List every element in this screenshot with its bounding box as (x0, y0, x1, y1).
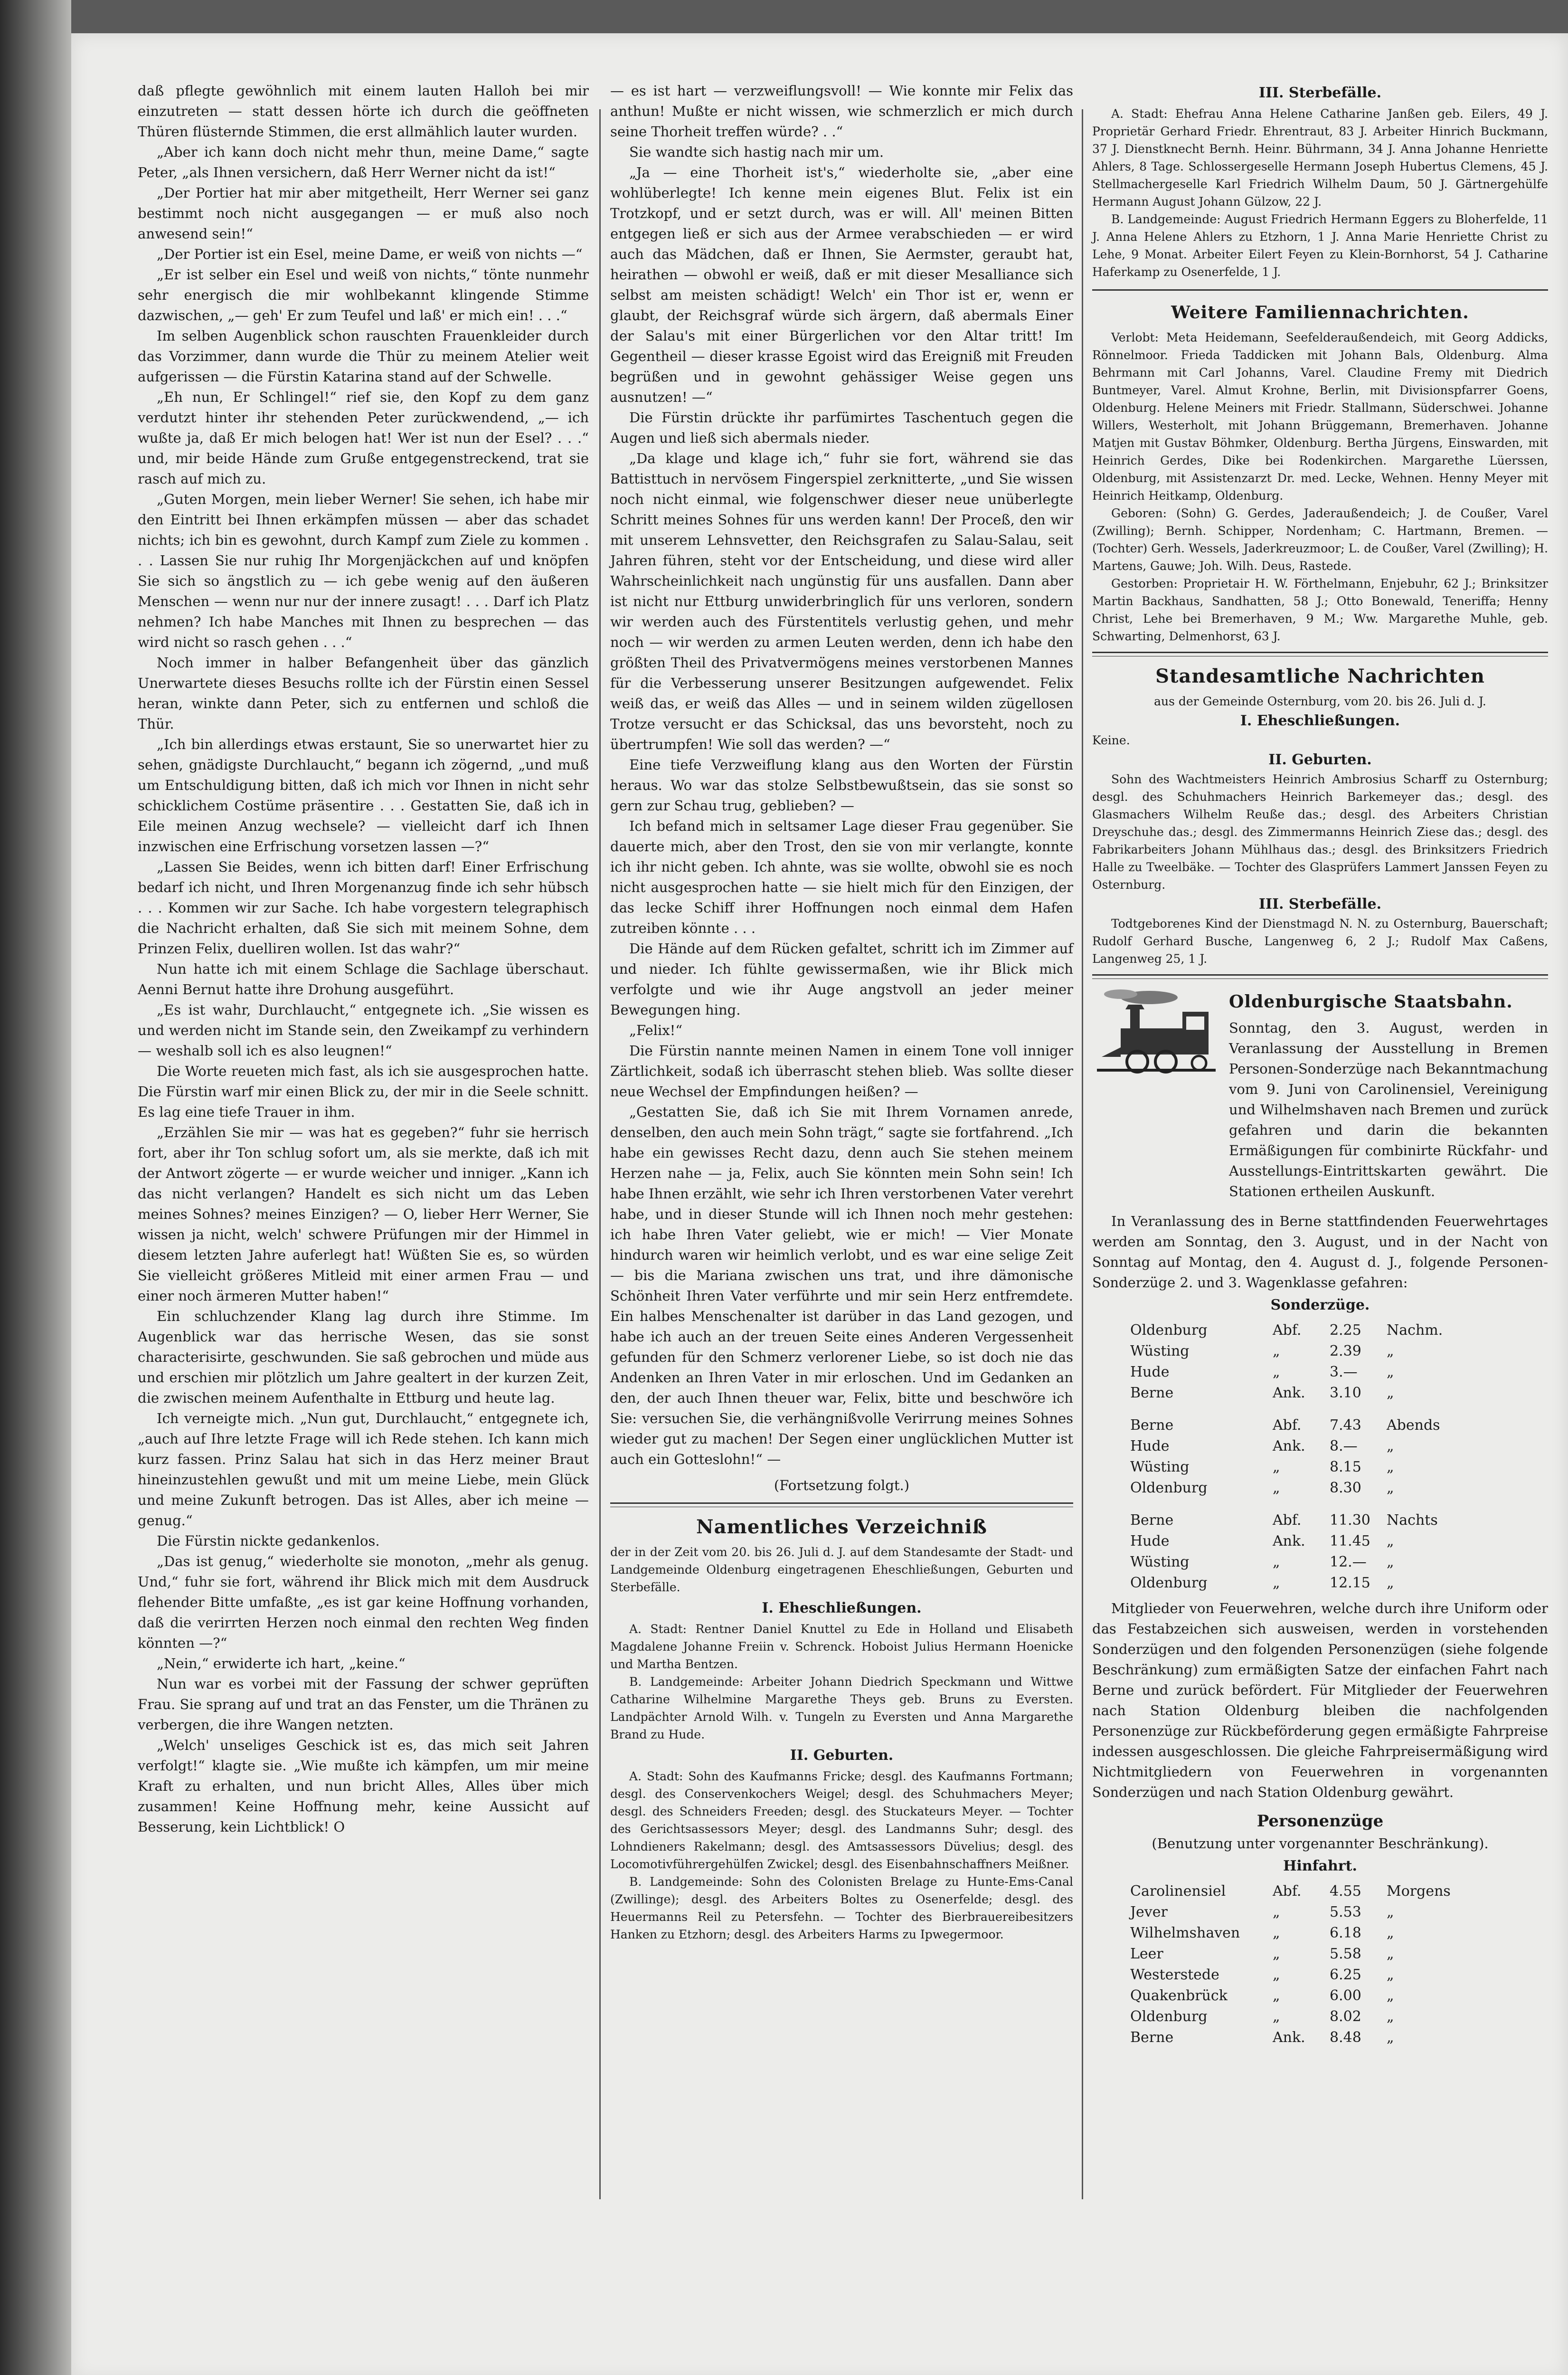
column-2-story (610, 81, 1073, 1470)
timetable-row (1130, 1478, 1548, 1499)
registry-deaths-text: Todtgeborenes Kind der Dienstmagd N. N. zu Osternburg, Bauerschaft; Rudolf Gerhard Busche, Langenweg 6, 2 J.; Rudolf Max Caßens, Langenweg 25, 1 J. (1092, 917, 1548, 966)
column-2 (610, 81, 1073, 1943)
story-paragraph: Nun war es vorbei mit der Fassung der schwer geprüften Frau. Sie sprang auf und trat an das Fenster, um die Thränen zu verbergen, die ihre Wangen netzten. (138, 1676, 589, 1733)
station-name: Wüsting (1130, 1554, 1190, 1570)
section-rule (1092, 974, 1548, 979)
station-name: Berne (1130, 1385, 1174, 1401)
special-trains-timetable (1130, 1320, 1548, 1594)
timetable-row (1130, 1320, 1548, 1341)
time: 7.43 (1330, 1417, 1361, 1434)
story-paragraph: „Ja — eine Thorheit ist's,“ wiederholte sie, „aber eine wohlüberlegte! Ich kenne mein eigenes Blut. Felix ist ein Trotzkopf, und er setzt durch, was er will. All' meinen Bitten entgegen ließ er sich aus der Armee verabschieden — er wird auch das Mädchen, daß er Ihnen, Sie Aermster, geraubt hat, heirathen — obwohl er weiß, daß er mit dieser Mesalliance sich selbst am meisten schädigt! Welch' ein Thor ist er, wenn er glaubt, der Reichsgraf würde sich ärgern, daß abermals Einer der Salau's mit einer Bürgerlichen vor den Altar tritt! Im Gegentheil — dieser krasse Egoist wird das Ereigniß mit Freuden begrüßen und in gewohnt gehässiger Weise gegen uns ausnutzen! —“ (610, 164, 1073, 405)
timetable-row (1130, 1436, 1548, 1457)
arr-dep: „ (1273, 1343, 1280, 1359)
family-died: Gestorben: Proprietair H. W. Förthelmann, Enjebuhr, 62 J.; Brinksitzer Martin Backhaus, Sandhatten, 58 J.; Otto Bonewald, Teneriffa; Henny Christ, Lehe bei Bremerhaven, 9 M.; Ww. Margarethe Muhle, geb. Schwarting, Delmenhorst, 63 J. (1092, 577, 1548, 643)
story-paragraph: Eine tiefe Verzweiflung klang aus den Worten der Fürstin heraus. Wo war das stolze Selbstbewußtsein, das sie sonst so gern zur Schau trug, geblieben? — (610, 757, 1073, 814)
timetable-row (1130, 1552, 1548, 1573)
arr-dep: „ (1273, 1925, 1280, 1941)
station-name: Jever (1130, 1904, 1168, 1920)
story-paragraph: „Der Portier ist ein Esel, meine Dame, er weiß von nichts —“ (157, 246, 583, 262)
story-paragraph: „Er ist selber ein Esel und weiß von nichts,“ tönte nunmehr sehr energisch die mir wohlbekannt klingende Stimme dazwischen, „— geh' Er zum Teufel und laß' er mich ein! . . .“ (138, 266, 589, 323)
column-rule (599, 109, 601, 2199)
timetable-row (1130, 1510, 1548, 1531)
timetable-row (1130, 1457, 1548, 1478)
railway-berne-notice: In Veranlassung des in Berne stattfindenden Feuerwehrtages werden am Sonntag, den 3. August, und in der Nacht von Sonntag auf Montag, den 4. August d. J., folgende Personen-Sonderzüge 2. und 3. Wagenklasse gefahren: (1092, 1213, 1548, 1291)
story-paragraph: Die Fürstin nickte gedankenlos. (157, 1533, 380, 1549)
register-births-heading: II. Geburten. (790, 1747, 894, 1764)
continued-note: (Fortsetzung folgt.) (774, 1477, 910, 1493)
passenger-trains-timetable (1130, 1881, 1548, 2048)
time-of-day: „ (1387, 1966, 1394, 1983)
timetable-row (1130, 1986, 1548, 2006)
register-births-city: A. Stadt: Sohn des Kaufmanns Fricke; desgl. des Kaufmanns Fortmann; desgl. des Conservenkochers Weigel; desgl. des Schuhmachers Meyer; desgl. des Schneiders Freeden; desgl. des Stuckateurs Meyer. — Tochter des Gerichtsassessors Meyer; desgl. des Landmanns Suhr; desgl. des Lohndieners Rakelmann; desgl. des Amtsassessors Düvelius; desgl. des Locomotivführergehülfen Zwickel; desgl. des Eisenbahnschaffners Meißner. (610, 1769, 1073, 1871)
column-1-story (138, 81, 589, 1837)
story-paragraph: „Guten Morgen, mein lieber Werner! Sie sehen, ich habe mir den Eintritt bei Ihnen erkämpfen müssen — aber das schadet nichts; ich bin es gewohnt, durch Kampf zum Ziele zu kommen . . . Lassen Sie nur ruhig Ihr Morgenjäckchen auf und knöpfen Sie sich so ängstlich zu — ich gebe wenig auf den äußeren Menschen — wenn nur nur der innere zusagt! . . . Darf ich Platz nehmen? Ich habe Manches mit Ihnen zu besprechen — das wird nicht so rasch gehen . . .“ (138, 491, 589, 650)
story-paragraph: Die Worte reueten mich fast, als ich sie ausgesprochen hatte. Die Fürstin warf mir einen Blick zu, der mir in die Seele schnitt. Es lag eine tiefe Trauer in ihm. (138, 1063, 589, 1120)
station-name: Hude (1130, 1533, 1170, 1549)
station-name: Berne (1130, 2029, 1174, 2046)
railway-members-notice: Mitglieder von Feuerwehren, welche durch ihre Uniform oder das Festabzeichen sich ausweisen, werden in vorstehenden Sonderzügen und den folgenden Personenzügen (siehe folgende Beschränkung) zum ermäßigten Satze der einfachen Fahrt nach Berne und zurück befördert. Für Mitglieder der Feuerwehren nach Station Oldenburg bleiben die nachfolgenden Personenzüge zur Rückbeförderung gegen ermäßigte Fahrpreise indessen ausgeschlossen. Die gleiche Fahrpreisermäßigung wird Nichtmitgliedern von Feuerwehren in vorgenannten Sonderzügen und nach Station Oldenburg gewährt. (1092, 1600, 1548, 1800)
station-name: Hude (1130, 1364, 1170, 1380)
station-name: Wüsting (1130, 1343, 1190, 1359)
time: 5.53 (1330, 1904, 1361, 1920)
arr-dep: „ (1273, 1987, 1280, 2004)
section-rule (1092, 652, 1548, 656)
time-of-day: „ (1387, 1438, 1394, 1454)
timetable-row (1130, 1902, 1548, 1923)
story-paragraph: Noch immer in halber Befangenheit über das gänzlich Unerwartete dieses Besuchs rollte ich der Fürstin einen Sessel heran, winkte dann Peter, sich zu entfernen und schloß die Thür. (138, 655, 589, 732)
arr-dep: Abf. (1273, 1417, 1302, 1434)
time-of-day: „ (1387, 2008, 1394, 2025)
time: 11.45 (1330, 1533, 1370, 1549)
story-paragraph: daß pflegte gewöhnlich mit einem lauten Halloh bei mir einzutreten — statt dessen hörte ich durch die geöffneten Thüren flüsternde Stimmen, die erst allmählich lauter wurden. (138, 83, 589, 140)
arr-dep: „ (1273, 1364, 1280, 1380)
time: 12.15 (1330, 1575, 1370, 1591)
arr-dep: Ank. (1273, 1533, 1305, 1549)
deaths-city: A. Stadt: Ehefrau Anna Helene Catharine Janßen geb. Eilers, 49 J. Proprietär Gerhard Friedr. Ehrentraut, 83 J. Arbeiter Hinrich Buckmann, 37 J. Dienstknecht Bernh. Heinr. Bührmann, 34 J. Anna Johanne Henriette Ahlers, 8 Tage. Schlossergeselle Hermann Joseph Hubertus Clemens, 45 J. Stellmachergeselle Karl Friedrich Wilhelm Daum, 50 J. Gärtnergehülfe Hermann August Johann Gülzow, 22 J. (1092, 107, 1548, 209)
arr-dep: Abf. (1273, 1883, 1302, 1900)
railway-notice (1092, 986, 1548, 1202)
arr-dep: Abf. (1273, 1512, 1302, 1529)
story-paragraph: „Felix!“ (629, 1022, 683, 1038)
time-of-day: „ (1387, 1987, 1394, 2004)
arr-dep: „ (1273, 1459, 1280, 1475)
timetable-row (1130, 2006, 1548, 2027)
timetable-gap (1130, 1404, 1548, 1415)
locomotive-icon (1092, 986, 1220, 1081)
special-trains-heading: Sonderzüge. (1270, 1297, 1370, 1313)
timetable-row (1130, 1531, 1548, 1552)
arr-dep: Ank. (1273, 1438, 1305, 1454)
time: 6.00 (1330, 1987, 1361, 2004)
station-name: Carolinensiel (1130, 1883, 1226, 1900)
time-of-day: Abends (1387, 1417, 1440, 1434)
arr-dep: Ank. (1273, 2029, 1305, 2046)
story-paragraph: Die Fürstin drückte ihr parfümirtes Taschentuch gegen die Augen und ließ sich abermals nieder. (610, 409, 1073, 446)
story-paragraph: Die Fürstin nannte meinen Namen in einem Tone voll inniger Zärtlichkeit, sodaß ich überrascht stehen blieb. Was sollte dieser neue Wechsel der Empfindungen heißen? — (610, 1043, 1073, 1100)
story-paragraph: „Lassen Sie Beides, wenn ich bitten darf! Einer Erfrischung bedarf ich nicht, und Ihren Morgenanzug finde ich sehr hübsch . . . Kommen wir zur Sache. Ich habe vorgestern telegraphisch die Nachricht erhalten, daß Sie sich mit meinem Sohne, dem Prinzen Felix, duelliren wollen. Ist das wahr?“ (138, 859, 589, 957)
time-of-day: „ (1387, 1946, 1394, 1962)
book-spine (0, 0, 71, 2375)
time-of-day: Morgens (1387, 1883, 1451, 1900)
time-of-day: „ (1387, 1480, 1394, 1496)
register-births-rural: B. Landgemeinde: Sohn des Colonisten Brelage zu Hunte-Ems-Canal (Zwillinge); desgl. des Arbeiters Boltes zu Osenerfelde; desgl. des Heuermanns Reil zu Petersfehn. — Tochter des Bierbrauereibesitzers Hanken zu Etzhorn; desgl. des Arbeiters Harms zu Ipwegermoor. (610, 1875, 1073, 1941)
registry-marriages-text: Keine. (1092, 733, 1130, 747)
station-name: Wilhelmshaven (1130, 1925, 1240, 1941)
time-of-day: „ (1387, 1364, 1394, 1380)
column-3-notices (1092, 81, 1548, 2053)
story-paragraph: „Gestatten Sie, daß ich Sie mit Ihrem Vornamen anrede, denselben, den auch mein Sohn trägt,“ sagte sie fortfahrend. „Ich habe ein gewisses Recht dazu, denn auch Sie stehen meinem Herzen nahe — ja, Felix, auch Sie könnten mein Sohn sein! Ich habe Ihnen erzählt, wie sehr ich Ihren verstorbenen Vater verehrt habe, und in dieser Stunde will ich Ihnen noch mehr gestehen: ich habe Ihren Vater geliebt, wie er mich! — Vier Monate hindurch waren wir heimlich verlobt, und es war eine selige Zeit — bis die Mariana zwischen uns trat, und ihre dämonische Schönheit Ihren Vater verführte und mir sein Herz entfremdete. Ein halbes Menschenalter ist darüber in das Land gezogen, und habe ich auch an der treuen Seite eines Anderen Vergessenheit gefunden für den Schmerz verlorener Liebe, so ist doch nie das Andenken an Ihren Vater in mir erloschen. Und im Gedanken an den, der auch Ihnen theuer war, Felix, bitte und beschwöre ich Sie: versuchen Sie, die verhängnißvolle Verirrung meines Sohnes wieder gut zu machen! Der Segen einer unglücklichen Mutter ist auch ein Gotteslohn!“ — (610, 1104, 1073, 1467)
timetable-row (1130, 1944, 1548, 1965)
story-paragraph: „Aber ich kann doch nicht mehr thun, meine Dame,“ sagte Peter, „als Ihnen versichern, daß Herr Werner nicht da ist!“ (138, 144, 589, 180)
timetable-row (1130, 1923, 1548, 1944)
story-paragraph: „Es ist wahr, Durchlaucht,“ entgegnete ich. „Sie wissen es und werden nicht im Stande sein, den Zweikampf zu verhindern — weshalb soll ich es also leugnen!“ (138, 1002, 589, 1059)
arr-dep: Ank. (1273, 1385, 1305, 1401)
register-marriages-rural: B. Landgemeinde: Arbeiter Johann Diedrich Speckmann und Wittwe Catharine Wilhelmine Margarethe Theys geb. Bruns zu Eversten. Landpächter Arnold Wilh. v. Tungeln zu Eversten und Anna Margarethe Brand zu Hude. (610, 1675, 1073, 1741)
family-news-title: Weitere Familiennachrichten. (1171, 303, 1469, 323)
registry-office-subtitle: aus der Gemeinde Osternburg, vom 20. bis 26. Juli d. J. (1154, 694, 1486, 708)
timetable-row (1130, 2027, 1548, 2048)
time: 6.25 (1330, 1966, 1361, 1983)
time: 12.— (1330, 1554, 1367, 1570)
time: 8.30 (1330, 1480, 1361, 1496)
deaths-rural: B. Landgemeinde: August Friedrich Hermann Eggers zu Bloherfelde, 11 J. Anna Helene Ahlers zu Etzhorn, 1 J. Anna Marie Henriette Christ zu Lehe, 9 Monat. Arbeiter Eilert Feyen zu Klein-Bornhorst, 54 J. Catharine Haferkamp zu Osenerfelde, 1 J. (1092, 212, 1548, 279)
time: 11.30 (1330, 1512, 1370, 1529)
story-paragraph: Sie wandte sich hastig nach mir um. (629, 144, 884, 160)
time: 8.15 (1330, 1459, 1361, 1475)
time: 3.— (1330, 1364, 1358, 1380)
story-paragraph: — es ist hart — verzweiflungsvoll! — Wie konnte mir Felix das anthun! Mußte er nicht wissen, wie schmerzlich er mich durch seine Thorheit treffen würde? . .“ (610, 83, 1073, 140)
arr-dep: „ (1273, 1904, 1280, 1920)
railway-intro: Sonntag, den 3. August, werden in Veranlassung der Ausstellung in Bremen Personen-Sonderzüge nach Bekanntmachung vom 9. Juni von Carolinensiel, Vereinigung und Wilhelmshaven nach Bremen und zurück gefahren und darin die bekannten Ermäßigungen für combinirte Rückfahr- und Ausstellungs-Eintrittskarten gewährt. Die Stationen ertheilen Auskunft. (1229, 1020, 1548, 1199)
family-born: Geboren: (Sohn) G. Gerdes, Jaderaußendeich; J. de Coußer, Varel (Zwilling); Bernh. Schipper, Nordenham; C. Hartmann, Bremen. — (Tochter) Gerh. Wessels, Jaderkreuzmoor; L. de Coußer, Varel (Zwilling); H. Martens, Gauwe; Joh. Wilh. Deus, Rastede. (1092, 506, 1548, 573)
deaths-heading: III. Sterbefälle. (1258, 85, 1382, 101)
station-name: Oldenburg (1130, 2008, 1208, 2025)
time: 8.48 (1330, 2029, 1361, 2046)
timetable-row (1130, 1341, 1548, 1362)
time: 8.— (1330, 1438, 1358, 1454)
story-paragraph: „Nein,“ erwiderte ich hart, „keine.“ (157, 1655, 406, 1672)
registry-deaths-heading: III. Sterbefälle. (1258, 896, 1382, 912)
station-name: Oldenburg (1130, 1575, 1208, 1591)
story-paragraph: Ein schluchzender Klang lag durch ihre Stimme. Im Augenblick war das herrische Wesen, das sie sonst characterisirte, geschwunden. Sie saß gebrochen und müde aus und erschien mir plötzlich um Jahre gealtert in der kurzen Zeit, die zwischen meinem Aufenthalte in Ettburg und heute lag. (138, 1308, 589, 1406)
register-marriages-city: A. Stadt: Rentner Daniel Knuttel zu Ede in Holland und Elisabeth Magdalene Johanne Freiin v. Schrenck. Hoboist Julius Hermann Hoenicke und Martha Bentzen. (610, 1622, 1073, 1671)
arr-dep: „ (1273, 1946, 1280, 1962)
time: 2.39 (1330, 1343, 1361, 1359)
arr-dep: „ (1273, 1480, 1280, 1496)
time-of-day: „ (1387, 1533, 1394, 1549)
column-rule (1082, 109, 1083, 2199)
registry-marriages-heading: I. Eheschließungen. (1240, 712, 1400, 729)
story-paragraph: „Das ist genug,“ wiederholte sie monoton, „mehr als genug. Und,“ fuhr sie fort, während ihr Blick mich mit dem Ausdruck flehender Bitte umfaßte, „es ist gar keine Hoffnung vorhanden, daß die verirrten Herzen noch einmal den rechten Weg finden könnten —?“ (138, 1553, 589, 1651)
register-marriages-heading: I. Eheschließungen. (762, 1600, 922, 1616)
arr-dep: „ (1273, 2008, 1280, 2025)
family-engaged: Verlobt: Meta Heidemann, Seefelderaußendeich, mit Georg Addicks, Rönnelmoor. Frieda Taddicken mit Johann Bals, Oldenburg. Alma Behrmann mit Carl Johanns, Varel. Claudine Fremy mit Diedrich Buntmeyer, Varel. Almut Krohne, Berlin, mit Divisionspfarrer Goens, Oldenburg. Helene Meiners mit Friedr. Stallmann, Süderschwei. Johanne Willers, Westerholt, mit Johann Brüggemann, Bremerhaven. Johanne Matjen mit Gustav Böhmker, Oldenburg. Bertha Jürgens, Einswarden, mit Heinrich Gerdes, Dike bei Rodenkirchen. Margarethe Lüerssen, Oldenburg, mit Assistenzarzt Dr. med. Lecke, Wehnen. Henny Meyer mit Heinrich Heitkamp, Oldenburg. (1092, 331, 1548, 503)
arr-dep: „ (1273, 1966, 1280, 1983)
arr-dep: „ (1273, 1575, 1280, 1591)
story-paragraph: „Welch' unseliges Geschick ist es, das mich seit Jahren verfolgt!“ klagte sie. „Wie mußte ich kämpfen, um mir meine Kraft zu erhalten, und nun bricht Alles, Alles über mich zusammen! Keine Hoffnung mehr, keine Aussicht auf Besserung, kein Lichtblick! O (138, 1737, 589, 1835)
story-paragraph: Nun hatte ich mit einem Schlage die Sachlage überschaut. Aenni Bernut hatte ihre Drohung ausgeführt. (138, 961, 589, 998)
station-name: Hude (1130, 1438, 1170, 1454)
station-name: Quakenbrück (1130, 1987, 1228, 2004)
story-paragraph: „Ich bin allerdings etwas erstaunt, Sie so unerwartet hier zu sehen, gnädigste Durchlaucht,“ begann ich zögernd, „und muß um Entschuldigung bitten, daß ich mich vor Ihnen in nicht sehr schicklichem Costüme präsentire . . . Gestatten Sie, daß ich in Eile meinen Anzug wechsele? — vielleicht darf ich Ihnen inzwischen eine Erfrischung vorsetzen lassen —?“ (138, 736, 589, 855)
registry-births-text: Sohn des Wachtmeisters Heinrich Ambrosius Scharff zu Osternburg; desgl. des Schuhmachers Heinrich Barkemeyer das.; desgl. des Glasmachers Wilhelm Reuße das.; desgl. des Arbeiters Christian Dreyschuhe das.; desgl. des Zimmermanns Heinrich Ziese das.; desgl. des Fabrikarbeiters Johann Mühlhaus das.; desgl. des Brinksitzers Friedrich Halle zu Tweelbäke. — Tochter des Glasprüfers Lammert Janssen Feyen zu Osternburg. (1092, 772, 1548, 892)
story-paragraph: „Da klage und klage ich,“ fuhr sie fort, während sie das Battisttuch in nervösem Fingerspiel zerknitterte, „und Sie wissen noch nicht einmal, wie folgenschwer dieser neue unüberlegte Schritt meines Sohnes für uns werden kann! Der Proceß, den wir mit unserem Lehnsvetter, den Reichsgrafen zu Salau-Salau, seit Jahren führen, steht vor der Entscheidung, und diese wird aller Wahrscheinlichkeit nach ungünstig für uns ausfallen. Dann aber ist nicht nur Ettburg unwiderbringlich für uns verloren, sondern wir werden auch des Fürstentitels verlustig gehen, und mehr noch — wir werden zu armen Leuten werden, denn ich habe den größten Theil des Privatvermögens meines verstorbenen Mannes für die Verbesserung unserer Besitzungen aufgewendet. Felix weiß das, er weiß das Alles — und in seinem wilden zügellosen Trotze versucht er das Schicksal, das uns bevorsteht, noch zu übertrumpfen! Wie soll das werden? —“ (610, 450, 1073, 752)
time: 4.55 (1330, 1883, 1361, 1900)
story-paragraph: Ich verneigte mich. „Nun gut, Durchlaucht,“ entgegnete ich, „auch auf Ihre letzte Frage will ich Rede stehen. Ich kann mich kurz fassen. Prinz Salau hat sich in das Herz meiner Braut hineinzustehlen gewußt und mit um meine Liebe, mein Glück und meine Zukunft betrogen. Das ist Alles, aber ich meine — genug.“ (138, 1410, 589, 1529)
timetable-row (1130, 1383, 1548, 1404)
passenger-trains-subtitle: (Benutzung unter vorgenannter Beschränkung). (1152, 1835, 1489, 1852)
story-paragraph: „Eh nun, Er Schlingel!“ rief sie, den Kopf zu dem ganz verdutzt hinter ihr stehenden Peter zurückwendend, „— ich wußte ja, daß Er mich belogen hat! Wer ist nun der Esel? . . .“ und, mir beide Hände zum Gruße entgegenstreckend, trat sie rasch auf mich zu. (138, 389, 589, 487)
station-name: Berne (1130, 1512, 1174, 1529)
time-of-day: Nachm. (1387, 1322, 1443, 1339)
passenger-trains-heading: Personenzüge (1256, 1812, 1384, 1831)
timetable-row (1130, 1881, 1548, 1902)
section-rule (610, 1502, 1073, 1507)
time-of-day: Nachts (1387, 1512, 1438, 1529)
section-rule (1092, 289, 1548, 291)
story-paragraph: „Der Portier hat mir aber mitgetheilt, Herr Werner sei ganz bestimmt noch nicht ausgegangen — er muß also noch anwesend sein!“ (138, 185, 589, 242)
time: 5.58 (1330, 1946, 1361, 1962)
register-title: Namentliches Verzeichniß (696, 1516, 987, 1538)
station-name: Wüsting (1130, 1459, 1190, 1475)
time-of-day: „ (1387, 2029, 1394, 2046)
story-paragraph: Die Hände auf dem Rücken gefaltet, schritt ich im Zimmer auf und nieder. Ich fühlte gewissermaßen, wie ihr Blick mich verfolgte und wie ihr Auge angstvoll an jeder meiner Bewegungen hing. (610, 940, 1073, 1018)
station-name: Leer (1130, 1946, 1163, 1962)
arr-dep: Abf. (1273, 1322, 1302, 1339)
time-of-day: „ (1387, 1904, 1394, 1920)
time: 8.02 (1330, 2008, 1361, 2025)
time: 2.25 (1330, 1322, 1361, 1339)
station-name: Oldenburg (1130, 1322, 1208, 1339)
time-of-day: „ (1387, 1459, 1394, 1475)
time-of-day: „ (1387, 1385, 1394, 1401)
timetable-row (1130, 1965, 1548, 1986)
outbound-heading: Hinfahrt. (1283, 1858, 1357, 1874)
story-paragraph: Ich befand mich in seltsamer Lage dieser Frau gegenüber. Sie dauerte mich, aber den Trost, den sie von mir verlangte, konnte ich ihr nicht geben. Ich ahnte, was sie wollte, obwohl sie es noch nicht ausgesprochen hatte — sie hielt mich für den Einzigen, der das lecke Schiff ihrer Hoffnungen noch einmal dem Hafen zutreiben könnte . . . (610, 818, 1073, 936)
timetable-row (1130, 1573, 1548, 1594)
station-name: Oldenburg (1130, 1480, 1208, 1496)
story-paragraph: „Erzählen Sie mir — was hat es gegeben?“ fuhr sie herrisch fort, aber ihr Ton schlug sofort um, als sie merkte, daß ich mit der Antwort zögerte — er wurde weicher und inniger. „Kann ich das nicht verlangen? Handelt es sich nicht um das Leben meines Sohnes? meines Einzigen? — O, lieber Herr Werner, Sie wissen ja nicht, welch' schwere Prüfungen mir der Himmel in diesem letzten Jahre auferlegt hat! Wüßten Sie es, so würden Sie vielleicht größeres Mitleid mit einer armen Frau — und einer noch ärmeren Mutter haben!“ (138, 1124, 589, 1304)
timetable-gap (1130, 1499, 1548, 1510)
time-of-day: „ (1387, 1343, 1394, 1359)
time-of-day: „ (1387, 1554, 1394, 1570)
register-intro: der in der Zeit vom 20. bis 26. Juli d. J. auf dem Standesamte der Stadt- und Landgemeinde Oldenburg eingetragenen Eheschließungen, Geburten und Sterbefälle. (610, 1545, 1073, 1594)
time: 3.10 (1330, 1385, 1361, 1401)
time-of-day: „ (1387, 1575, 1394, 1591)
timetable-row (1130, 1415, 1548, 1436)
timetable-row (1130, 1362, 1548, 1383)
time: 6.18 (1330, 1925, 1361, 1941)
station-name: Westerstede (1130, 1966, 1219, 1983)
registry-births-heading: II. Geburten. (1268, 751, 1372, 768)
arr-dep: „ (1273, 1554, 1280, 1570)
time-of-day: „ (1387, 1925, 1394, 1941)
station-name: Berne (1130, 1417, 1174, 1434)
railway-title: Oldenburgische Staatsbahn. (1229, 992, 1513, 1012)
story-paragraph: Im selben Augenblick schon rauschten Frauenkleider durch das Vorzimmer, dann wurde die Thür zu meinem Atelier weit aufgerissen — die Fürstin Katarina stand auf der Schwelle. (138, 328, 589, 385)
registry-office-title: Standesamtliche Nachrichten (1155, 665, 1485, 687)
